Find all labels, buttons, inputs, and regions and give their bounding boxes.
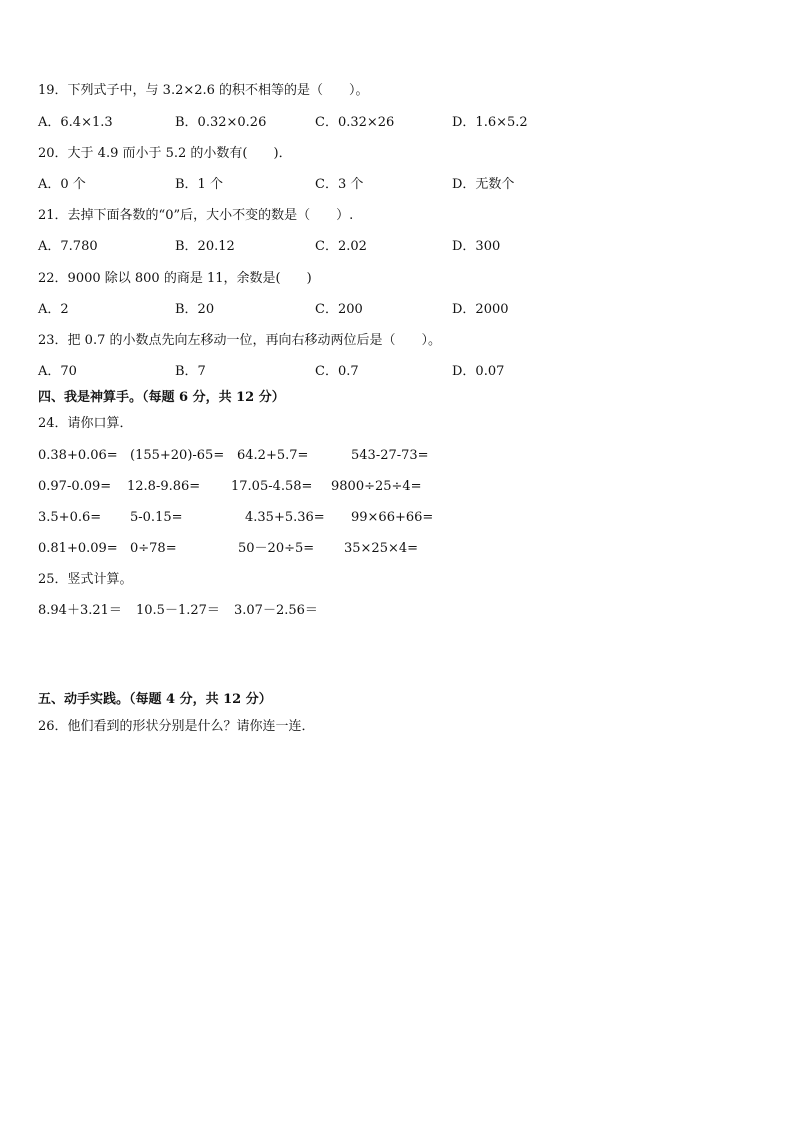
q20-option-a: A．0 个	[38, 177, 86, 192]
q21-option-a: A．7.780	[38, 239, 98, 254]
question-23: 23．把 0.7 的小数点先向左移动一位，再向右移动两位后是（ ）。	[38, 333, 441, 348]
q19-option-b: B．0.32×0.26	[175, 115, 267, 130]
oral-calc-item: 0.97-0.09=	[38, 479, 112, 494]
q20-option-c: C．3 个	[315, 177, 364, 192]
q23-option-b: B．7	[175, 364, 206, 379]
q22-option-c: C．200	[315, 302, 363, 317]
vertical-calc-item: 3.07－2.56＝	[234, 603, 318, 618]
oral-calc-item: 5-0.15=	[130, 510, 183, 525]
question-24: 24．请你口算．	[38, 416, 133, 431]
oral-calc-item: 0÷78=	[130, 541, 177, 556]
oral-calc-item: 543-27-73=	[351, 448, 429, 463]
section-5-title: 五、动手实践。（每题 4 分，共 12 分）	[38, 692, 272, 707]
oral-calc-item: 4.35+5.36=	[245, 510, 325, 525]
oral-calc-item: (155+20)-65=	[130, 448, 225, 463]
question-19: 19．下列式子中，与 3.2×2.6 的积不相等的是（ ）。	[38, 83, 369, 98]
oral-calc-item: 64.2+5.7=	[237, 448, 309, 463]
oral-calc-item: 0.38+0.06=	[38, 448, 118, 463]
q23-option-c: C．0.7	[315, 364, 359, 379]
q19-option-c: C．0.32×26	[315, 115, 395, 130]
question-26: 26．他们看到的形状分别是什么？请你连一连．	[38, 719, 315, 734]
q22-option-b: B．20	[175, 302, 215, 317]
oral-calc-item: 9800÷25÷4=	[331, 479, 422, 494]
question-21: 21．去掉下面各数的“0”后，大小不变的数是（ ）.	[38, 208, 354, 223]
question-20: 20．大于 4.9 而小于 5.2 的小数有( )．	[38, 146, 292, 161]
question-22: 22．9000 除以 800 的商是 11，余数是( )	[38, 271, 312, 286]
oral-calc-item: 17.05-4.58=	[231, 479, 313, 494]
oral-calc-item: 0.81+0.09=	[38, 541, 118, 556]
question-25: 25．竖式计算。	[38, 572, 133, 587]
q22-option-a: A．2	[38, 302, 69, 317]
oral-calc-item: 50－20÷5=	[238, 541, 315, 556]
vertical-calc-item: 10.5－1.27＝	[136, 603, 220, 618]
q19-option-d: D．1.6×5.2	[452, 115, 528, 130]
q19-option-a: A．6.4×1.3	[38, 115, 113, 130]
q20-option-b: B．1 个	[175, 177, 223, 192]
q20-option-d: D．无数个	[452, 177, 515, 192]
oral-calc-item: 99×66+66=	[351, 510, 434, 525]
section-4-title: 四、我是神算手。（每题 6 分，共 12 分）	[38, 390, 285, 405]
q21-option-c: C．2.02	[315, 239, 367, 254]
oral-calc-item: 35×25×4=	[344, 541, 419, 556]
oral-calc-item: 3.5+0.6=	[38, 510, 102, 525]
q21-option-d: D．300	[452, 239, 501, 254]
q23-option-a: A．70	[38, 364, 77, 379]
q22-option-d: D．2000	[452, 302, 509, 317]
q23-option-d: D．0.07	[452, 364, 505, 379]
q21-option-b: B．20.12	[175, 239, 235, 254]
oral-calc-item: 12.8-9.86=	[127, 479, 201, 494]
vertical-calc-item: 8.94＋3.21＝	[38, 603, 122, 618]
